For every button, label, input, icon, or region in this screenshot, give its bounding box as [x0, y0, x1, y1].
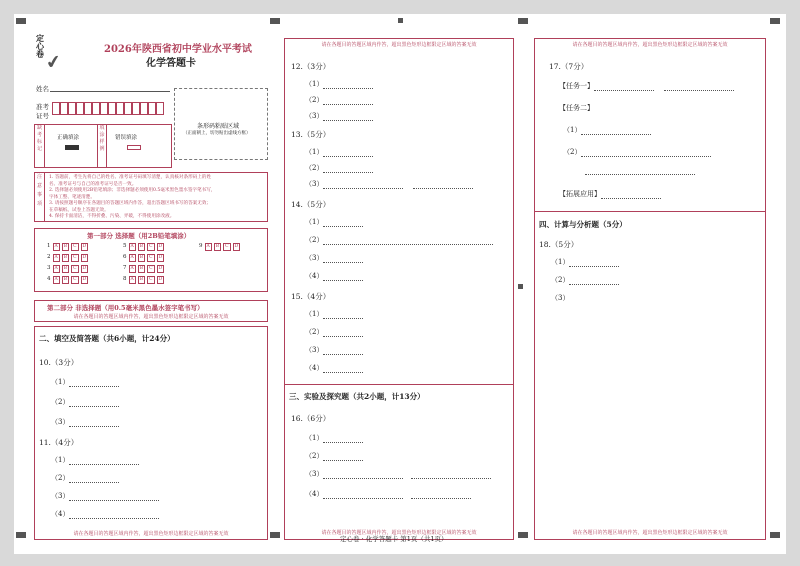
answer-line[interactable] [581, 129, 651, 135]
position-mark [270, 532, 280, 538]
note-line: 在草稿纸、试卷上答题无效。 [49, 207, 109, 213]
sheet-subtitle: 化学答题卡 [146, 58, 196, 69]
choice-option-c[interactable]: C [149, 255, 153, 260]
part2-header [34, 300, 268, 322]
answer-line[interactable] [323, 275, 363, 281]
sub-label: （4） [305, 490, 324, 498]
choice-option-b[interactable]: B [63, 244, 68, 249]
sub-label: （2） [51, 398, 70, 406]
answer-line[interactable] [323, 183, 403, 189]
sub-label: （3） [51, 492, 70, 500]
choice-number: 5 [123, 243, 127, 249]
choice-option-d[interactable]: D [158, 255, 163, 260]
answer-line[interactable] [69, 513, 159, 519]
top-warning: 请在各题目的答题区域内作答，超出黑色矩形边框限定区域的答案无效 [572, 42, 728, 48]
section-4-title: 四、计算与分析题（5分） [539, 220, 627, 229]
barcode-text: 条形码粘贴区域 [197, 123, 240, 130]
choice-option-c[interactable]: C [73, 277, 77, 282]
choice-item-4[interactable] [47, 276, 88, 284]
sub-label: （4） [51, 510, 70, 518]
sub-label: （2） [305, 236, 324, 244]
position-mark [16, 532, 26, 538]
part1-title: 第一部分 选择题（用2B铅笔填涂） [87, 232, 191, 240]
exam-title: 2026年陕西省初中学业水平考试 [104, 44, 252, 55]
id-label: 证号 [36, 112, 49, 120]
brand-text: 定心卷 [36, 33, 44, 59]
answer-line[interactable] [323, 473, 403, 479]
question-17: 17.（7分） [549, 62, 589, 71]
answer-line[interactable] [664, 85, 734, 91]
choice-option-a[interactable]: A [54, 266, 58, 271]
answer-line[interactable] [411, 493, 471, 499]
wrong-fill-label: 错误填涂 [115, 135, 138, 141]
sub-label: （3） [551, 294, 570, 302]
notes-text [49, 175, 215, 221]
choice-option-a[interactable]: A [54, 277, 58, 282]
choice-item-8[interactable] [123, 276, 164, 284]
col1-answer-box [34, 326, 268, 540]
choice-option-d[interactable]: D [158, 277, 163, 282]
question-11: 11.（4分） [39, 438, 79, 447]
answer-sheet [14, 14, 786, 554]
answer-line[interactable] [323, 239, 493, 245]
choice-option-c[interactable]: C [73, 244, 77, 249]
answer-line[interactable] [323, 167, 373, 173]
correct-fill-label: 正确填涂 [57, 135, 80, 141]
sub-label: （3） [51, 418, 70, 426]
part1-box [34, 228, 268, 292]
choice-item-3[interactable] [47, 265, 88, 273]
choice-option-d[interactable]: D [82, 266, 87, 271]
choice-option-c[interactable]: C [149, 244, 153, 249]
sub-label: （2） [305, 164, 324, 172]
choice-item-9[interactable] [199, 243, 240, 251]
task-1-label: 【任务一】 [559, 82, 594, 90]
task-2-label: 【任务二】 [559, 104, 594, 112]
sub-label: （2） [305, 452, 324, 460]
choice-option-b[interactable]: B [63, 266, 68, 271]
answer-line[interactable] [323, 221, 363, 227]
choice-option-a[interactable]: A [206, 244, 210, 249]
choice-item-5[interactable] [123, 243, 164, 251]
answer-line[interactable] [69, 401, 119, 407]
answer-line[interactable] [323, 493, 403, 499]
choice-grid [35, 229, 267, 291]
fill-sample-box [34, 124, 172, 168]
answer-line[interactable] [323, 437, 363, 443]
name-field[interactable] [50, 91, 170, 92]
choice-option-d[interactable]: D [234, 244, 239, 249]
sub-label: （1） [551, 258, 570, 266]
section-2-title: 二、填空及简答题（共6小题，计24分） [39, 334, 175, 343]
top-warning: 请在各题目的答题区域内作答，超出黑色矩形边框限定区域的答案无效 [321, 42, 477, 48]
question-13: 13.（5分） [291, 130, 331, 139]
choice-item-2[interactable] [47, 254, 88, 262]
sub-label: （3） [305, 346, 324, 354]
sub-label: （4） [305, 272, 324, 280]
section-3-title: 三、实验及探究题（共2小题，计13分） [289, 392, 425, 401]
choice-item-6[interactable] [123, 254, 164, 262]
question-14: 14.（5分） [291, 200, 331, 209]
answer-line[interactable] [69, 495, 159, 501]
choice-number: 1 [47, 243, 51, 249]
choice-number: 3 [47, 265, 51, 271]
barcode-area [174, 88, 268, 160]
sub-label: （1） [563, 126, 582, 134]
bottom-warning: 请在各题目的答题区域内作答，超出黑色矩形边框限定区域的答案无效 [321, 530, 477, 536]
answer-line[interactable] [569, 261, 619, 267]
choice-option-a[interactable]: A [54, 255, 58, 260]
id-label: 准考 [36, 103, 49, 111]
choice-option-c[interactable]: C [149, 266, 153, 271]
answer-line[interactable] [601, 193, 661, 199]
position-mark [770, 532, 780, 538]
extension-label: 【拓展应用】 [559, 190, 601, 198]
id-number-boxes[interactable] [52, 100, 172, 116]
name-label: 姓名 [36, 85, 49, 93]
sub-label: （2） [51, 474, 70, 482]
sub-label: （1） [305, 310, 324, 318]
note-line: 字体工整、笔迹清楚。 [49, 194, 95, 200]
sub-label: （1） [305, 148, 324, 156]
answer-line[interactable] [323, 331, 363, 337]
choice-option-b[interactable]: B [139, 277, 144, 282]
position-mark [398, 18, 403, 23]
answer-line[interactable] [323, 367, 363, 373]
answer-line[interactable] [569, 279, 619, 285]
choice-option-a[interactable]: A [130, 277, 134, 282]
choice-number: 4 [47, 276, 51, 282]
choice-option-b[interactable]: B [139, 266, 144, 271]
answer-line[interactable] [323, 83, 373, 89]
note-line: 2. 选择题必须使用2B铅笔填涂；非选择题必须使用0.5毫米黑色墨水签字笔书写， [49, 188, 216, 193]
answer-line[interactable] [581, 151, 711, 157]
answer-line[interactable] [69, 421, 119, 427]
choice-option-d[interactable]: D [158, 244, 163, 249]
question-18: 18.（5分） [539, 240, 579, 249]
choice-option-b[interactable]: B [139, 244, 144, 249]
note-line: 4. 保持卡面清洁，不得折叠、污染、弄破，不得使用涂改液。 [49, 214, 175, 219]
answer-line[interactable] [69, 459, 139, 465]
sub-label: （1） [51, 378, 70, 386]
position-mark [518, 18, 528, 24]
choice-option-a[interactable]: A [130, 255, 134, 260]
position-mark [270, 18, 280, 24]
position-mark [770, 18, 780, 24]
answer-line[interactable] [69, 381, 119, 387]
question-12: 12.（3分） [291, 62, 331, 71]
choice-number: 2 [47, 254, 51, 260]
answer-line[interactable] [323, 257, 363, 263]
note-line: 3. 请按照题号顺序在各题目的答题区域内作答，超出答题区域书写的答案无效； [49, 201, 212, 206]
choice-option-d[interactable]: D [158, 266, 163, 271]
choice-option-c[interactable]: C [73, 255, 77, 260]
answer-line[interactable] [323, 115, 373, 121]
divider [285, 384, 513, 385]
sub-label: （3） [305, 112, 324, 120]
filled-sample [65, 145, 79, 150]
col2-answer-box [284, 38, 514, 540]
sub-label: （2） [305, 96, 324, 104]
notes-label: 注意事项 [35, 173, 45, 221]
sub-label: （3） [305, 180, 324, 188]
choice-option-c[interactable]: C [149, 277, 153, 282]
answer-line[interactable] [323, 313, 363, 319]
check-icon: ✔ [44, 50, 63, 75]
sub-label: （2） [305, 328, 324, 336]
choice-number: 7 [123, 265, 127, 271]
sub-label: （4） [305, 364, 324, 372]
choice-option-c[interactable]: C [225, 244, 229, 249]
empty-sample [127, 145, 141, 150]
fill-sample-label: 填涂样例 [97, 125, 107, 167]
answer-line[interactable] [69, 477, 119, 483]
barcode-note: （正面朝上，切勿贴出虚线方框） [183, 131, 251, 136]
col3-answer-box [534, 38, 766, 540]
bottom-warning: 请在各题目的答题区域内作答，超出黑色矩形边框限定区域的答案无效 [73, 531, 229, 537]
choice-option-a[interactable]: A [54, 244, 58, 249]
answer-line[interactable] [411, 473, 491, 479]
sub-label: （2） [551, 276, 570, 284]
choice-option-a[interactable]: A [130, 244, 134, 249]
question-10: 10.（3分） [39, 358, 79, 367]
answer-line[interactable] [413, 183, 473, 189]
note-line: 名、准考证号与自己的准考证号是否一致。 [49, 181, 137, 187]
page-footer: 定心卷 · 化学答题卡 第1页（共1页） [340, 535, 448, 543]
sub-label: （1） [305, 80, 324, 88]
answer-line[interactable] [594, 85, 654, 91]
choice-option-b[interactable]: B [63, 255, 68, 260]
column-1 [34, 14, 268, 554]
choice-option-b[interactable]: B [139, 255, 144, 260]
position-mark [16, 18, 26, 24]
part2-warning: 请在各题目的答题区域内作答，超出黑色矩形边框限定区域的答案无效 [73, 314, 229, 320]
bottom-warning: 请在各题目的答题区域内作答，超出黑色矩形边框限定区域的答案无效 [572, 530, 728, 536]
answer-line[interactable] [323, 455, 363, 461]
choice-option-d[interactable]: D [82, 244, 87, 249]
choice-item-7[interactable] [123, 265, 164, 273]
choice-option-a[interactable]: A [130, 266, 134, 271]
sub-label: （2） [563, 148, 582, 156]
divider [535, 211, 765, 212]
brand-logo [36, 33, 63, 75]
answer-line[interactable] [323, 349, 363, 355]
absent-mark-label: 缺考标记 [35, 125, 45, 167]
choice-option-c[interactable]: C [73, 266, 77, 271]
choice-option-b[interactable]: B [63, 277, 68, 282]
choice-item-1[interactable] [47, 243, 88, 251]
choice-option-b[interactable]: B [215, 244, 220, 249]
sub-label: （1） [305, 218, 324, 226]
answer-line[interactable] [323, 151, 373, 157]
part2-title: 第二部分 非选择题（用0.5毫米黑色墨水签字笔书写） [47, 304, 204, 312]
note-line: 1. 答题前，考生先将自己的姓名、准考证号码填写清楚，认真核对条形码上的姓 [49, 175, 212, 180]
choice-option-d[interactable]: D [82, 255, 87, 260]
question-15: 15.（4分） [291, 292, 331, 301]
answer-line[interactable] [323, 99, 373, 105]
sub-label: （1） [305, 434, 324, 442]
sub-label: （1） [51, 456, 70, 464]
notes-box [34, 172, 268, 222]
answer-line[interactable] [585, 169, 695, 175]
choice-number: 9 [199, 243, 203, 249]
question-16: 16.（6分） [291, 414, 331, 423]
sub-label: （3） [305, 470, 324, 478]
choice-option-d[interactable]: D [82, 277, 87, 282]
sub-label: （3） [305, 254, 324, 262]
choice-number: 6 [123, 254, 127, 260]
position-mark [518, 532, 528, 538]
choice-number: 8 [123, 276, 127, 282]
position-mark [518, 284, 523, 289]
